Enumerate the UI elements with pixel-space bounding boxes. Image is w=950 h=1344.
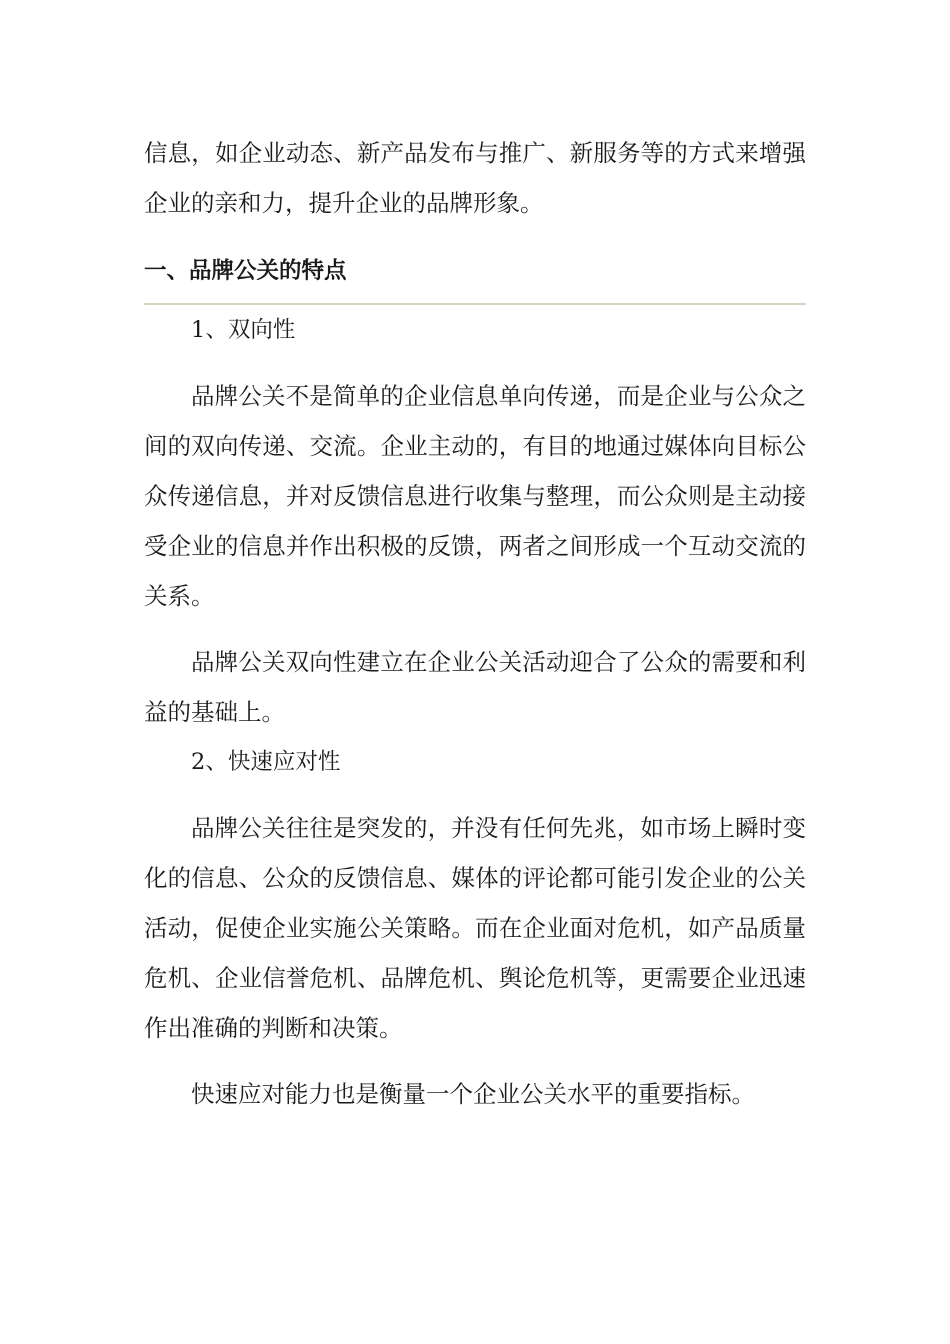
paragraph-bidirectional-2: 品牌公关双向性建立在企业公关活动迎合了公众的需要和利益的基础上。 — [144, 648, 806, 726]
subsection-heading-bidirectional: 1、双向性 — [191, 317, 296, 343]
document-page — [144, 128, 806, 1119]
intro-paragraph: 信息，如企业动态、新产品发布与推广、新服务等的方式来增强企业的亲和力，提升企业的品牌形象。 — [144, 139, 806, 217]
subsection-heading-rapid-response: 2、快速应对性 — [191, 749, 341, 775]
section-heading: 一、品牌公关的特点 — [144, 251, 806, 305]
paragraph-rapid-response-1: 品牌公关往往是突发的，并没有任何先兆，如市场上瞬时变化的信息、公众的反馈信息、媒体的评论都可能引发企业的公关活动，促使企业实施公关策略。而在企业面对危机，如产品质量危机、企业信誉危机、品牌危机、舆论危机等，更需要企业迅速作出准确的判断和决策。 — [144, 814, 806, 1042]
paragraph-bidirectional-1: 品牌公关不是简单的企业信息单向传递，而是企业与公众之间的双向传递、交流。企业主动的，有目的地通过媒体向目标公众传递信息，并对反馈信息进行收集与整理，而公众则是主动接受企业的信息并作出积极的反馈，两者之间形成一个互动交流的关系。 — [144, 382, 806, 610]
paragraph-rapid-response-2: 快速应对能力也是衡量一个企业公关水平的重要指标。 — [191, 1080, 755, 1108]
